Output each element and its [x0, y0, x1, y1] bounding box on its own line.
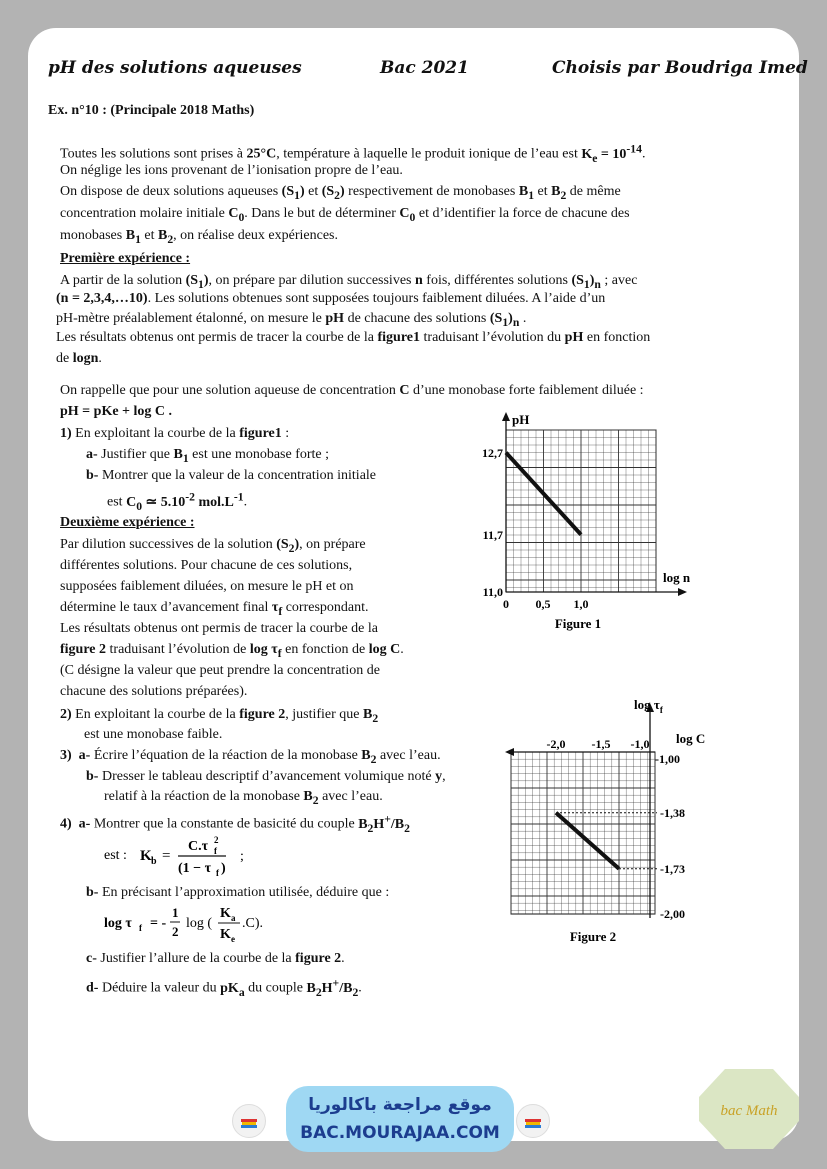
- figure-2-ylabel: $\log \tau_f$: [634, 697, 663, 715]
- experience-1-title: Première expérience :: [60, 251, 191, 266]
- ke-subscript: e: [231, 934, 235, 944]
- figure-1-caption: Figure 1: [554, 616, 602, 631]
- half-denominator: 2: [172, 924, 179, 939]
- figure-1-y-arrow: [502, 412, 510, 421]
- figure-2-ytick-minus-1-00: -1,00: [655, 752, 680, 766]
- question-4a: 4) a- Montrer que la constante de basicité du couple $B_2H^+/B_2$: [60, 812, 410, 835]
- question-3b-line-2: relatif à la réaction de la monobase $B_2$ avec l’eau.: [104, 789, 383, 807]
- exp2-line-2: différentes solutions. Pour chacune de ces solutions,: [60, 558, 353, 573]
- intro-line-4: concentration molaire initiale $C_0$. Dans le but de déterminer $C_0$ et d’identifier la force de chacune des: [60, 206, 630, 224]
- exp2-line-6: figure 2 traduisant l’évolution de $\log \tau_f$ en fonction de log C.: [60, 642, 404, 660]
- footer-url[interactable]: BAC.MOURAJAA.COM: [300, 1123, 500, 1143]
- badge-text: bac Math: [720, 1103, 778, 1119]
- figure-1-ytick-11-0: 11,0: [482, 585, 503, 599]
- right-books-logo-icon: [516, 1104, 550, 1138]
- experience-2-title: Deuxième expérience :: [60, 515, 195, 530]
- exp2-line-3: supposées faiblement diluées, on mesure le pH et on: [60, 579, 354, 594]
- kb-denominator: (1 − τ: [178, 861, 212, 876]
- recall-line-1: On rappelle que pour une solution aqueuse de concentration C d’une monobase forte faiblement diluée :: [60, 383, 644, 398]
- figure-2-chart: [500, 690, 730, 950]
- kb-formula: [100, 830, 270, 880]
- question-4d: d- Déduire la valeur du $pK_a$ du couple $B_2H^+/B_2$.: [86, 976, 362, 999]
- figure-2-x-arrow: [505, 748, 514, 756]
- header-author: Choisis par Boudriga Imed: [552, 58, 808, 78]
- intro-line-3: On dispose de deux solutions aqueuses $(S_1)$ et $(S_2)$ respectivement de monobases $B_1$ et $B_2$ de même: [60, 184, 621, 202]
- exp1-line-1: A partir de la solution $(S_1)$, on prépare par dilution successives n fois, différentes solutions $(S_1)_n$ ; avec: [60, 273, 638, 291]
- figure-1-ytick-11-7: 11,7: [482, 528, 503, 542]
- left-books-logo-icon: [232, 1104, 266, 1138]
- ke-symbol: K: [220, 927, 231, 942]
- bac-math-badge: [697, 1067, 801, 1151]
- ka-symbol: K: [220, 906, 231, 921]
- figure-1-xtick-0: 0: [503, 597, 509, 611]
- figure-1-ytick-12-7: 12,7: [482, 446, 503, 460]
- figure-2-caption: Figure 2: [569, 929, 617, 944]
- figure-2-xtick-minus-1-5: -1,5: [591, 737, 611, 751]
- half-numerator: 1: [172, 905, 179, 920]
- intro-line-2: On néglige les ions provenant de l’ionisation propre de l’eau.: [60, 163, 403, 178]
- kb-numerator-sub: f: [214, 846, 217, 856]
- figure-2-grid: [511, 752, 655, 914]
- header-topic: pH des solutions aqueuses: [48, 58, 302, 78]
- intro-line-5: monobases $B_1$ et $B_2$, on réalise deux expériences.: [60, 228, 338, 246]
- figure-2-xtick-minus-1-0: -1,0: [630, 737, 650, 751]
- question-1: 1) En exploitant la courbe de la figure1 :: [60, 426, 290, 441]
- log-tf-sub: f: [139, 923, 142, 933]
- exp1-line-4: Les résultats obtenus ont permis de tracer la courbe de la figure1 traduisant l’évolution du pH en fonction: [56, 330, 651, 345]
- question-1b-value: est $C_0$ ≃ $5.10^{-2}$ $mol.L^{-1}$.: [107, 490, 248, 513]
- question-3a: 3) a- Écrire l’équation de la réaction de la monobase $B_2$ avec l’eau.: [60, 748, 441, 766]
- figure-1-x-arrow: [678, 588, 687, 596]
- kb-numerator-exp: 2: [214, 835, 219, 845]
- exp2-line-5: Les résultats obtenus ont permis de tracer la courbe de la: [60, 621, 378, 636]
- figure-2-xtick-minus-2-0: -2,0: [546, 737, 566, 751]
- exp2-line-7: (C désigne la valeur que peut prendre la concentration de: [60, 663, 380, 678]
- exp2-line-1: Par dilution successives de la solution $(S_2)$, on prépare: [60, 537, 366, 555]
- log-tf-label: log τ: [104, 916, 132, 931]
- kb-semicolon: ;: [240, 849, 244, 864]
- exp1-line-5: de logn.: [56, 351, 102, 366]
- figure-2-ytick-minus-1-73: -1,73: [660, 862, 685, 876]
- exercise-title: Ex. n°10 : (Principale 2018 Maths): [48, 103, 255, 118]
- exp2-line-8: chacune des solutions préparées).: [60, 684, 248, 699]
- question-1a: a- Justifier que $B_1$ est une monobase forte ;: [86, 447, 330, 465]
- exp1-line-3: pH-mètre préalablement étalonné, on mesure le pH de chacune des solutions $(S_1)_n$ .: [56, 311, 527, 329]
- kb-equals: =: [162, 848, 171, 864]
- question-1b: b- Montrer que la valeur de la concentration initiale: [86, 468, 377, 483]
- question-3b: b- Dresser le tableau descriptif d’avancement volumique noté y,: [86, 769, 446, 784]
- figure-1-ylabel: pH: [512, 412, 530, 427]
- figure-2-ytick-minus-1-38: -1,38: [660, 806, 685, 820]
- log-open: log (: [186, 916, 213, 931]
- est-label: est :: [104, 848, 127, 863]
- figure-1-xtick-0-5: 0,5: [535, 597, 551, 611]
- figure-1-xlabel: log n: [663, 570, 691, 585]
- log-close: .C).: [242, 916, 263, 931]
- kb-numerator: C.τ: [188, 839, 209, 854]
- header-session: Bac 2021: [380, 58, 469, 78]
- figure-2-xlabel: log C: [676, 731, 706, 746]
- kb-subscript: b: [151, 856, 157, 867]
- figure-1-xtick-1-0: 1,0: [573, 597, 589, 611]
- kb-denominator-close: ): [221, 861, 226, 876]
- kb-denominator-sub: f: [216, 868, 219, 878]
- question-4c: c- Justifier l’allure de la courbe de la figure 2.: [86, 951, 345, 966]
- figure-2-ytick-minus-2-00: -2,00: [660, 907, 685, 921]
- footer-arabic-title: موقع مراجعة باكالوريا: [308, 1095, 492, 1115]
- exp1-line-2: (n = 2,3,4,…10). Les solutions obtenues sont supposées toujours faiblement diluées. A l’aide d’un: [56, 291, 606, 306]
- recall-formula: pH = pKe + log C .: [60, 404, 173, 419]
- kb-symbol: K: [140, 848, 152, 864]
- intro-line-1: Toutes les solutions sont prises à 25°C, température à laquelle le produit ionique de l’eau est $K_e = 10^{-14}$.: [60, 142, 646, 165]
- question-2-line-2: est une monobase faible.: [84, 727, 223, 742]
- figure-1-grid: [506, 430, 656, 592]
- figure-1-chart: [470, 410, 700, 635]
- log-tf-formula: [100, 902, 300, 948]
- exp2-line-4: détermine le taux d’avancement final $\tau_f$ correspondant.: [60, 600, 369, 618]
- ka-subscript: a: [231, 913, 236, 923]
- question-2: 2) En exploitant la courbe de la figure 2, justifier que $B_2$: [60, 707, 379, 725]
- question-4b: b- En précisant l’approximation utilisée, déduire que :: [86, 885, 390, 900]
- log-tf-equals: = -: [150, 916, 167, 931]
